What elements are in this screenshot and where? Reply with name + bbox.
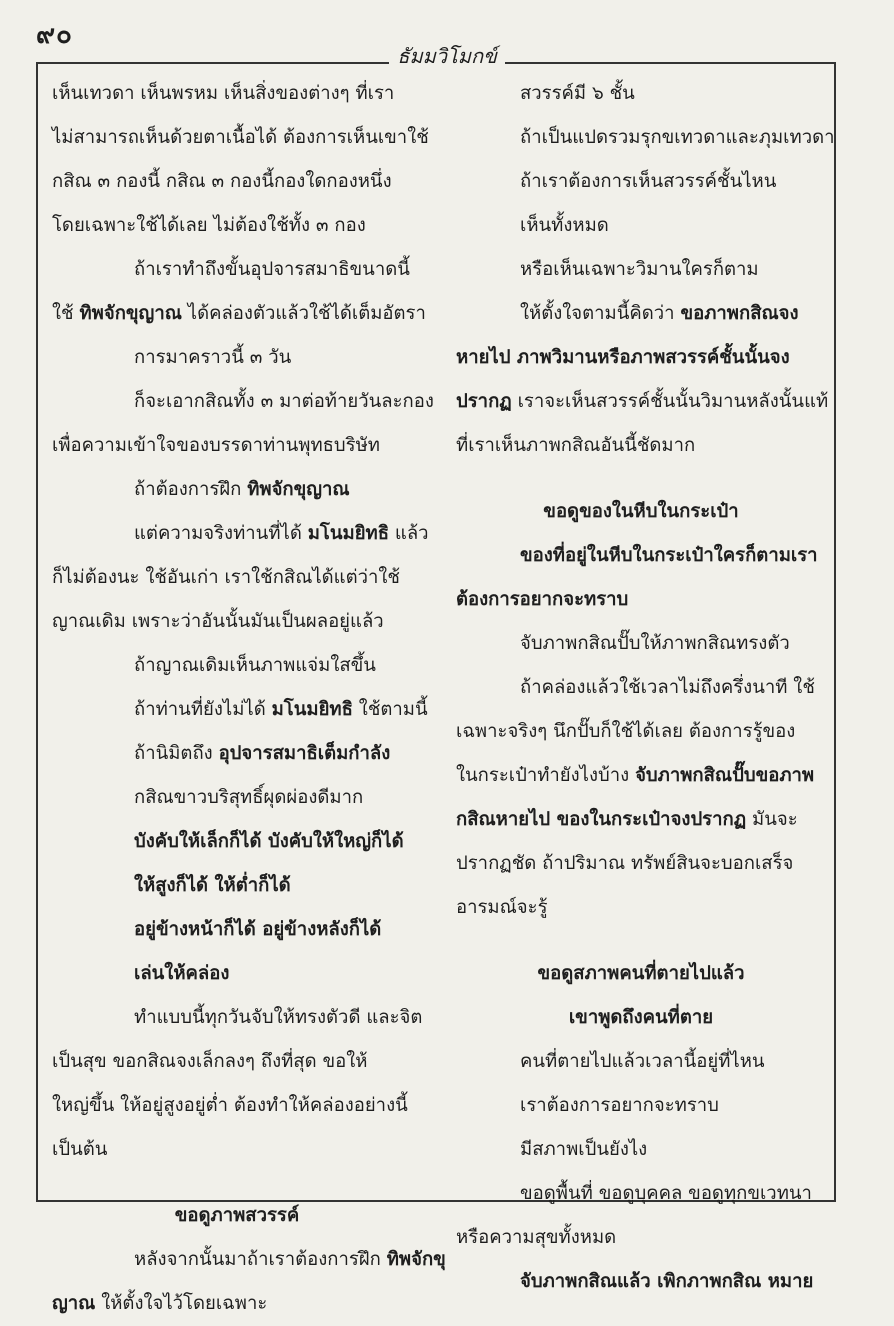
paragraph-line: ญาณเดิม เพราะว่าอันนั้นมันเป็นผลอยู่แล้ว: [52, 611, 384, 632]
paragraph-line: หลังจากนั้นมาถ้าเราต้องการฝึก ทิพจักขุ: [134, 1249, 446, 1270]
section-heading: ขอดูภาพสวรรค์: [174, 1205, 300, 1226]
paragraph-line: คนที่ตายไปแล้วเวลานี้อยู่ที่ไหน: [520, 1051, 765, 1072]
paragraph-line: ถ้านิมิตถึง อุปจารสมาธิเต็มกำลัง: [134, 743, 391, 764]
paragraph-line: ถ้าเป็นแปดรวมรุกขเทวดาและภุมเทวดา: [520, 127, 835, 148]
paragraph-line: สวรรค์มี ๖ ชั้น: [520, 83, 635, 104]
paragraph-line: ถ้าท่านที่ยังไม่ได้ มโนมยิทธิ ใช้ตามนี้: [134, 699, 428, 720]
paragraph-line: เป็นต้น: [52, 1139, 108, 1160]
paragraph-line: ถ้าญาณเดิมเห็นภาพแจ่มใสขึ้น: [134, 655, 376, 676]
paragraph-line: ในกระเป๋าทำยังไงบ้าง จับภาพกสิณปั๊บขอภาพ: [456, 765, 815, 786]
paragraph-line: ปรากฏ เราจะเห็นสวรรค์ชั้นนั้นวิมานหลังนั้นแท้: [456, 391, 829, 412]
bold-term: จับภาพกสิณปั๊บขอภาพ: [635, 765, 815, 786]
bold-term: ปรากฏ: [456, 391, 512, 412]
paragraph-line: มีสภาพเป็นยังไง: [520, 1139, 648, 1160]
paragraph-line: ใช้ ทิพจักขุญาณ ได้คล่องตัวแล้วใช้ได้เต็มอัตรา: [52, 303, 426, 324]
paragraph-line: เล่นให้คล่อง: [134, 963, 230, 984]
paragraph-line: เห็นเทวดา เห็นพรหม เห็นสิ่งของต่างๆ ที่เรา: [52, 83, 395, 104]
paragraph-line: เห็นทั้งหมด: [520, 215, 609, 236]
paragraph-line: อยู่ข้างหน้าก็ได้ อยู่ข้างหลังก็ได้: [134, 919, 382, 940]
paragraph-line: อารมณ์จะรู้: [456, 897, 548, 918]
paragraph-line: ทำแบบนี้ทุกวันจับให้ทรงตัวดี และจิต: [134, 1007, 423, 1028]
paragraph-line: กสิณ ๓ กองนี้ กสิณ ๓ กองนี้กองใดกองหนึ่ง: [52, 171, 392, 192]
paragraph-line: ถ้าเราทำถึงขั้นอุปจารสมาธิขนาดนี้: [134, 259, 410, 280]
paragraph-line: กสิณหายไป ของในกระเป๋าจงปรากฏ มันจะ: [456, 809, 798, 830]
paragraph-line: ให้สูงก็ได้ ให้ต่ำก็ได้: [134, 875, 291, 896]
left-column: [52, 72, 446, 1314]
section-heading: ขอดูสภาพคนที่ตายไปแล้ว: [537, 963, 745, 984]
paragraph-line: จับภาพกสิณแล้ว เพิกภาพกสิณ หมาย: [520, 1271, 814, 1292]
paragraph-line: ให้ตั้งใจตามนี้คิดว่า ขอภาพกสิณจง: [520, 303, 799, 324]
bold-term: ทิพจักขุญาณ: [79, 303, 182, 324]
paragraph-line: เพื่อความเข้าใจของบรรดาท่านพุทธบริษัท: [52, 435, 380, 456]
paragraph-line: หรือเห็นเฉพาะวิมานใครก็ตาม: [520, 259, 759, 280]
paragraph-line: ก็ไม่ต้องนะ ใช้อันเก่า เราใช้กสิณได้แต่ว่าใช้: [52, 567, 400, 588]
spacer: [456, 930, 826, 952]
paragraph-line: เฉพาะจริงๆ นึกปั๊บก็ใช้ได้เลย ต้องการรู้ของ: [456, 721, 796, 742]
paragraph-line: กสิณขาวบริสุทธิ์ผุดผ่องดีมาก: [134, 787, 364, 808]
paragraph-line: ใหญ่ขึ้น ให้อยู่สูงอยู่ต่ำ ต้องทำให้คล่องอย่างนี้: [52, 1095, 408, 1116]
bold-term: ญาณ: [52, 1293, 96, 1314]
spacer: [456, 468, 826, 490]
section-heading: ขอดูของในหีบในกระเป๋า: [543, 501, 739, 522]
bold-term: มโนมยิทธิ: [307, 523, 390, 544]
paragraph-line: จับภาพกสิณปั๊บให้ภาพกสิณทรงตัว: [520, 633, 790, 654]
bold-term: กสิณหายไป ของในกระเป๋าจงปรากฏ: [456, 809, 747, 830]
section-heading: เขาพูดถึงคนที่ตาย: [568, 1007, 714, 1028]
bold-term: มโนมยิทธิ: [271, 699, 353, 720]
paragraph-line: เราต้องการอยากจะทราบ: [520, 1095, 719, 1116]
paragraph-line: ก็จะเอากสิณทั้ง ๓ มาต่อท้ายวันละกอง: [134, 391, 434, 412]
page-number: ๙๐: [36, 20, 73, 50]
paragraph-line: ไม่สามารถเห็นด้วยตาเนื้อได้ ต้องการเห็นเขาใช้: [52, 127, 429, 148]
paragraph-line: หรือความสุขทั้งหมด: [456, 1227, 617, 1248]
paragraph-line: หายไป ภาพวิมานหรือภาพสวรรค์ชั้นนั้นจง: [456, 347, 790, 368]
bold-term: อุปจารสมาธิเต็มกำลัง: [218, 743, 391, 764]
paragraph-line: ญาณ ให้ตั้งใจไว้โดยเฉพาะ: [52, 1293, 268, 1314]
paragraph-line: ขอดูพื้นที่ ขอดูบุคคล ขอดูทุกขเวทนา: [520, 1183, 812, 1204]
right-column: [456, 72, 835, 1292]
paragraph-line: บังคับให้เล็กก็ได้ บังคับให้ใหญ่ก็ได้: [134, 831, 404, 852]
bold-term: ทิพจักขุญาณ: [247, 479, 350, 500]
paragraph-line: การมาคราวนี้ ๓ วัน: [134, 347, 292, 368]
paragraph-line: ปรากฏชัด ถ้าปริมาณ ทรัพย์สินจะบอกเสร็จ: [456, 853, 794, 874]
paragraph-line: ถ้าคล่องแล้วใช้เวลาไม่ถึงครึ่งนาที ใช้: [520, 677, 815, 698]
paragraph-line: โดยเฉพาะใช้ได้เลย ไม่ต้องใช้ทั้ง ๓ กอง: [52, 215, 366, 236]
bold-term: ทิพจักขุ: [386, 1249, 446, 1270]
paragraph-line: ของที่อยู่ในหีบในกระเป๋าใครก็ตามเรา: [520, 545, 818, 566]
paragraph-line: ต้องการอยากจะทราบ: [456, 589, 629, 610]
running-header: ธัมมวิโมกข์: [0, 40, 894, 72]
paragraph-line: ถ้าต้องการฝึก ทิพจักขุญาณ: [134, 479, 350, 500]
paragraph-line: ที่เราเห็นภาพกสิณอันนี้ชัดมาก: [456, 435, 696, 456]
spacer: [52, 1172, 422, 1194]
paragraph-line: แต่ความจริงท่านที่ได้ มโนมยิทธิ แล้ว: [134, 523, 429, 544]
paragraph-line: ถ้าเราต้องการเห็นสวรรค์ชั้นไหน: [520, 171, 777, 192]
paragraph-line: เป็นสุข ขอกสิณจงเล็กลงๆ ถึงที่สุด ขอให้: [52, 1051, 368, 1072]
bold-term: ขอภาพกสิณจง: [680, 303, 799, 324]
